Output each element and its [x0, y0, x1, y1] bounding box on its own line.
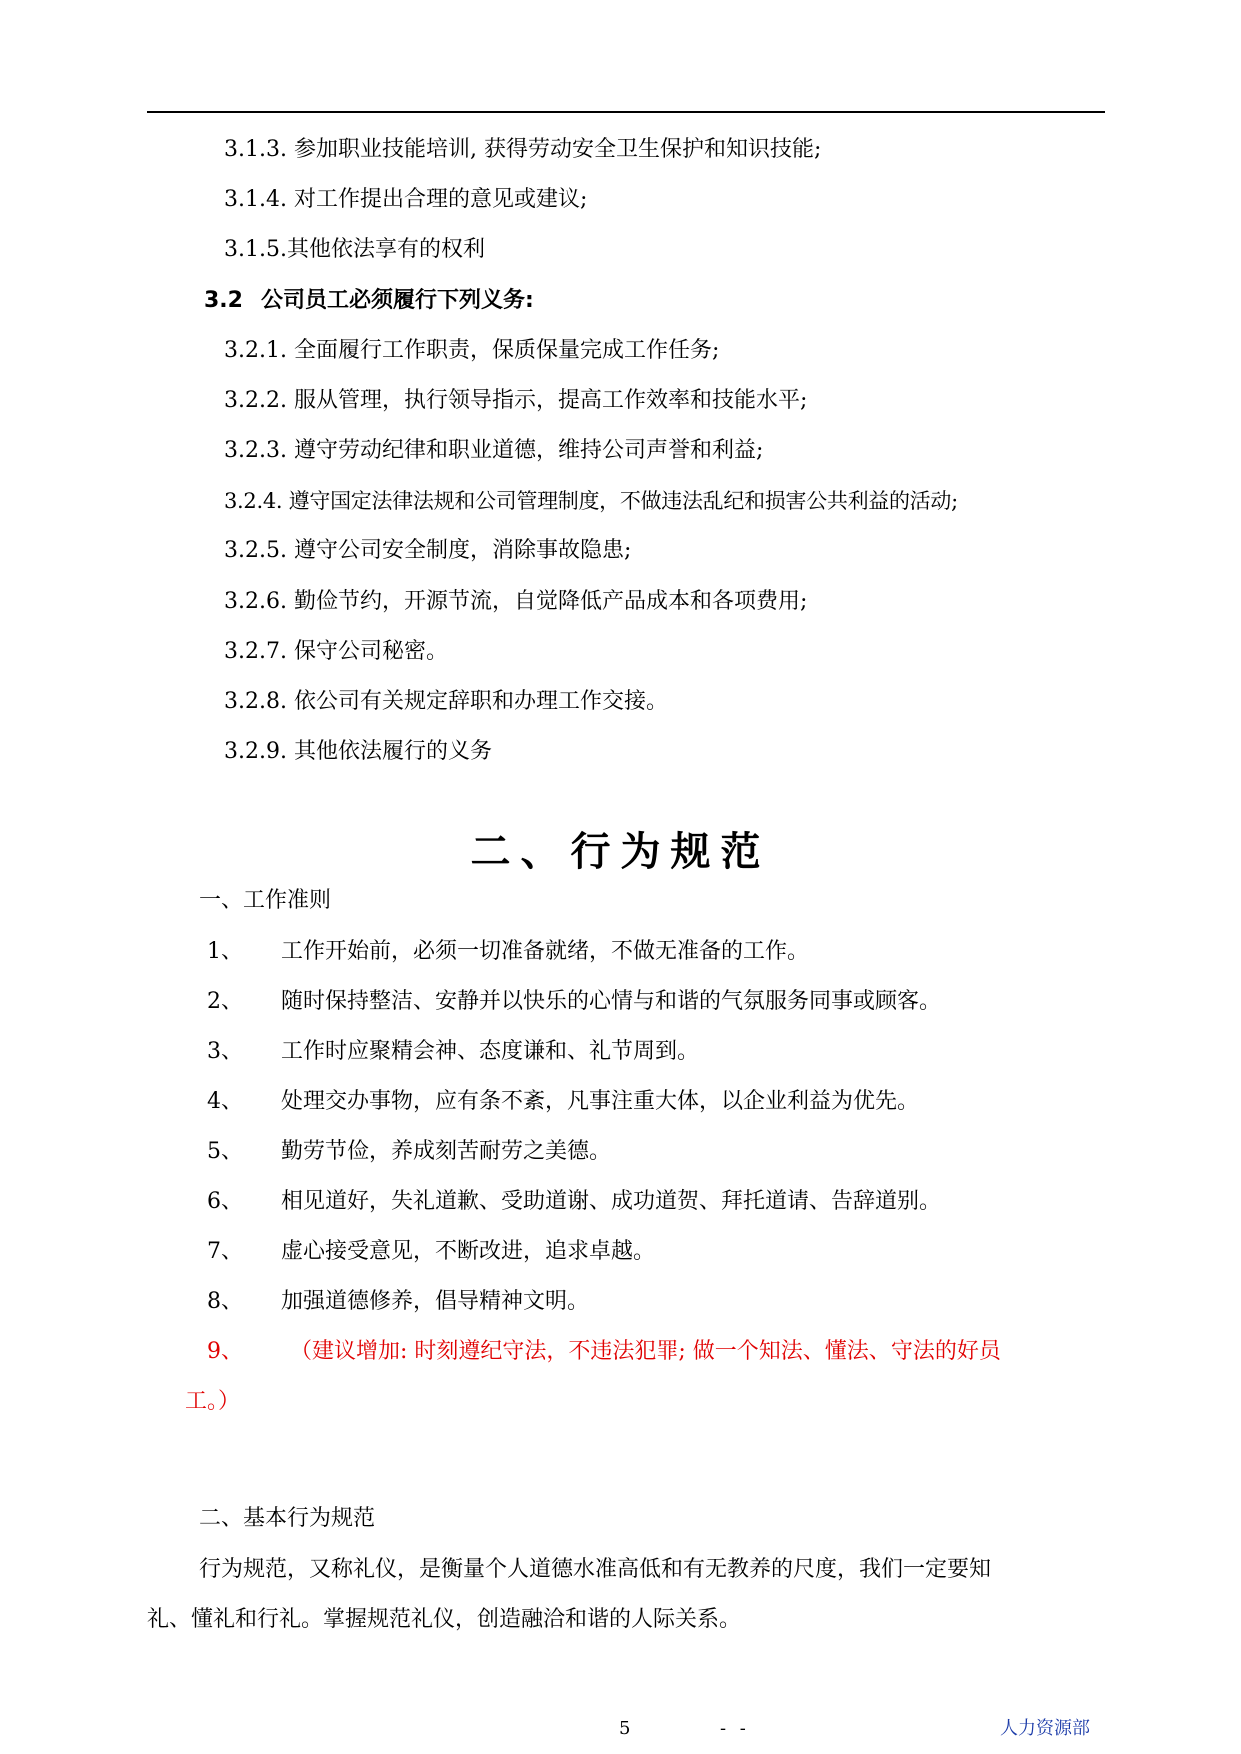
section-3-2-heading: 公司员工必须履行下列义务: [261, 288, 534, 313]
item-3-2-4: 3.2.4. 遵守国定法律法规和公司管理制度，不做违法乱纪和损害公共利益的活动; [224, 489, 958, 513]
list-item-text: 虚心接受意见，不断改进，追求卓越。 [281, 1239, 656, 1264]
basic-conduct-heading: 二、基本行为规范 [199, 1506, 376, 1531]
list-item-text: 工作开始前，必须一切准备就绪，不做无准备的工作。 [281, 939, 810, 964]
list-item-number: 1、 [207, 939, 243, 964]
list-item-number: 6、 [207, 1189, 243, 1214]
list-item-text: 加强道德修养，倡导精神文明。 [281, 1289, 590, 1314]
department-name: 人力资源部 [1000, 1718, 1090, 1739]
item-3-1-4: 3.1.4. 对工作提出合理的意见或建议; [224, 187, 588, 212]
item-3-2-9: 3.2.9. 其他依法履行的义务 [224, 739, 492, 764]
work-rules-heading: 一、工作准则 [199, 888, 332, 913]
list-item-text: 工作时应聚精会神、态度谦和、礼节周到。 [281, 1039, 700, 1064]
item-3-1-5: 3.1.5.其他依法享有的权利 [224, 237, 485, 262]
section-3-2-number: 3.2 [204, 288, 243, 313]
header-rule [147, 111, 1105, 113]
list-item-number: 3、 [207, 1039, 243, 1064]
item-3-2-6: 3.2.6. 勤俭节约，开源节流，自觉降低产品成本和各项费用; [224, 589, 808, 614]
list-item-number: 8、 [207, 1289, 243, 1314]
list-item-number: 5、 [207, 1139, 243, 1164]
list-item-text: 处理交办事物，应有条不紊，凡事注重大体，以企业利益为优先。 [281, 1089, 920, 1114]
chapter-title: 二、行为规范 [470, 829, 771, 875]
list-item-text: 随时保持整洁、安静并以快乐的心情与和谐的气氛服务同事或顾客。 [281, 989, 942, 1014]
item-3-2-1: 3.2.1. 全面履行工作职责，保质保量完成工作任务; [224, 338, 720, 363]
list-item-number: 4、 [207, 1089, 243, 1114]
item-3-1-3: 3.1.3. 参加职业技能培训, 获得劳动安全卫生保护和知识技能; [224, 137, 822, 162]
suggestion-number: 9、 [207, 1339, 243, 1364]
item-3-2-2: 3.2.2. 服从管理，执行领导指示，提高工作效率和技能水平; [224, 388, 808, 413]
basic-conduct-paragraph-line1: 行为规范，又称礼仪，是衡量个人道德水准高低和有无教养的尺度，我们一定要知 [199, 1557, 992, 1582]
footer-dashes: - - [720, 1718, 750, 1739]
basic-conduct-paragraph-line2: 礼、懂礼和行礼。掌握规范礼仪，创造融洽和谐的人际关系。 [147, 1607, 742, 1632]
list-item-number: 2、 [207, 989, 243, 1014]
suggestion-text-line2: 工。） [185, 1389, 241, 1414]
page-number: 5 [619, 1718, 631, 1739]
list-item-text: 勤劳节俭，养成刻苦耐劳之美德。 [281, 1139, 612, 1164]
item-3-2-8: 3.2.8. 依公司有关规定辞职和办理工作交接。 [224, 689, 668, 714]
suggestion-text-line1: （建议增加: 时刻遵纪守法，不违法犯罪; 做一个知法、懂法、守法的好员 [290, 1339, 1001, 1364]
list-item-number: 7、 [207, 1239, 243, 1264]
item-3-2-5: 3.2.5. 遵守公司安全制度，消除事故隐患; [224, 538, 632, 563]
item-3-2-7: 3.2.7. 保守公司秘密。 [224, 639, 448, 664]
item-3-2-3: 3.2.3. 遵守劳动纪律和职业道德，维持公司声誉和利益; [224, 438, 764, 463]
list-item-text: 相见道好，失礼道歉、受助道谢、成功道贺、拜托道请、告辞道别。 [281, 1189, 942, 1214]
